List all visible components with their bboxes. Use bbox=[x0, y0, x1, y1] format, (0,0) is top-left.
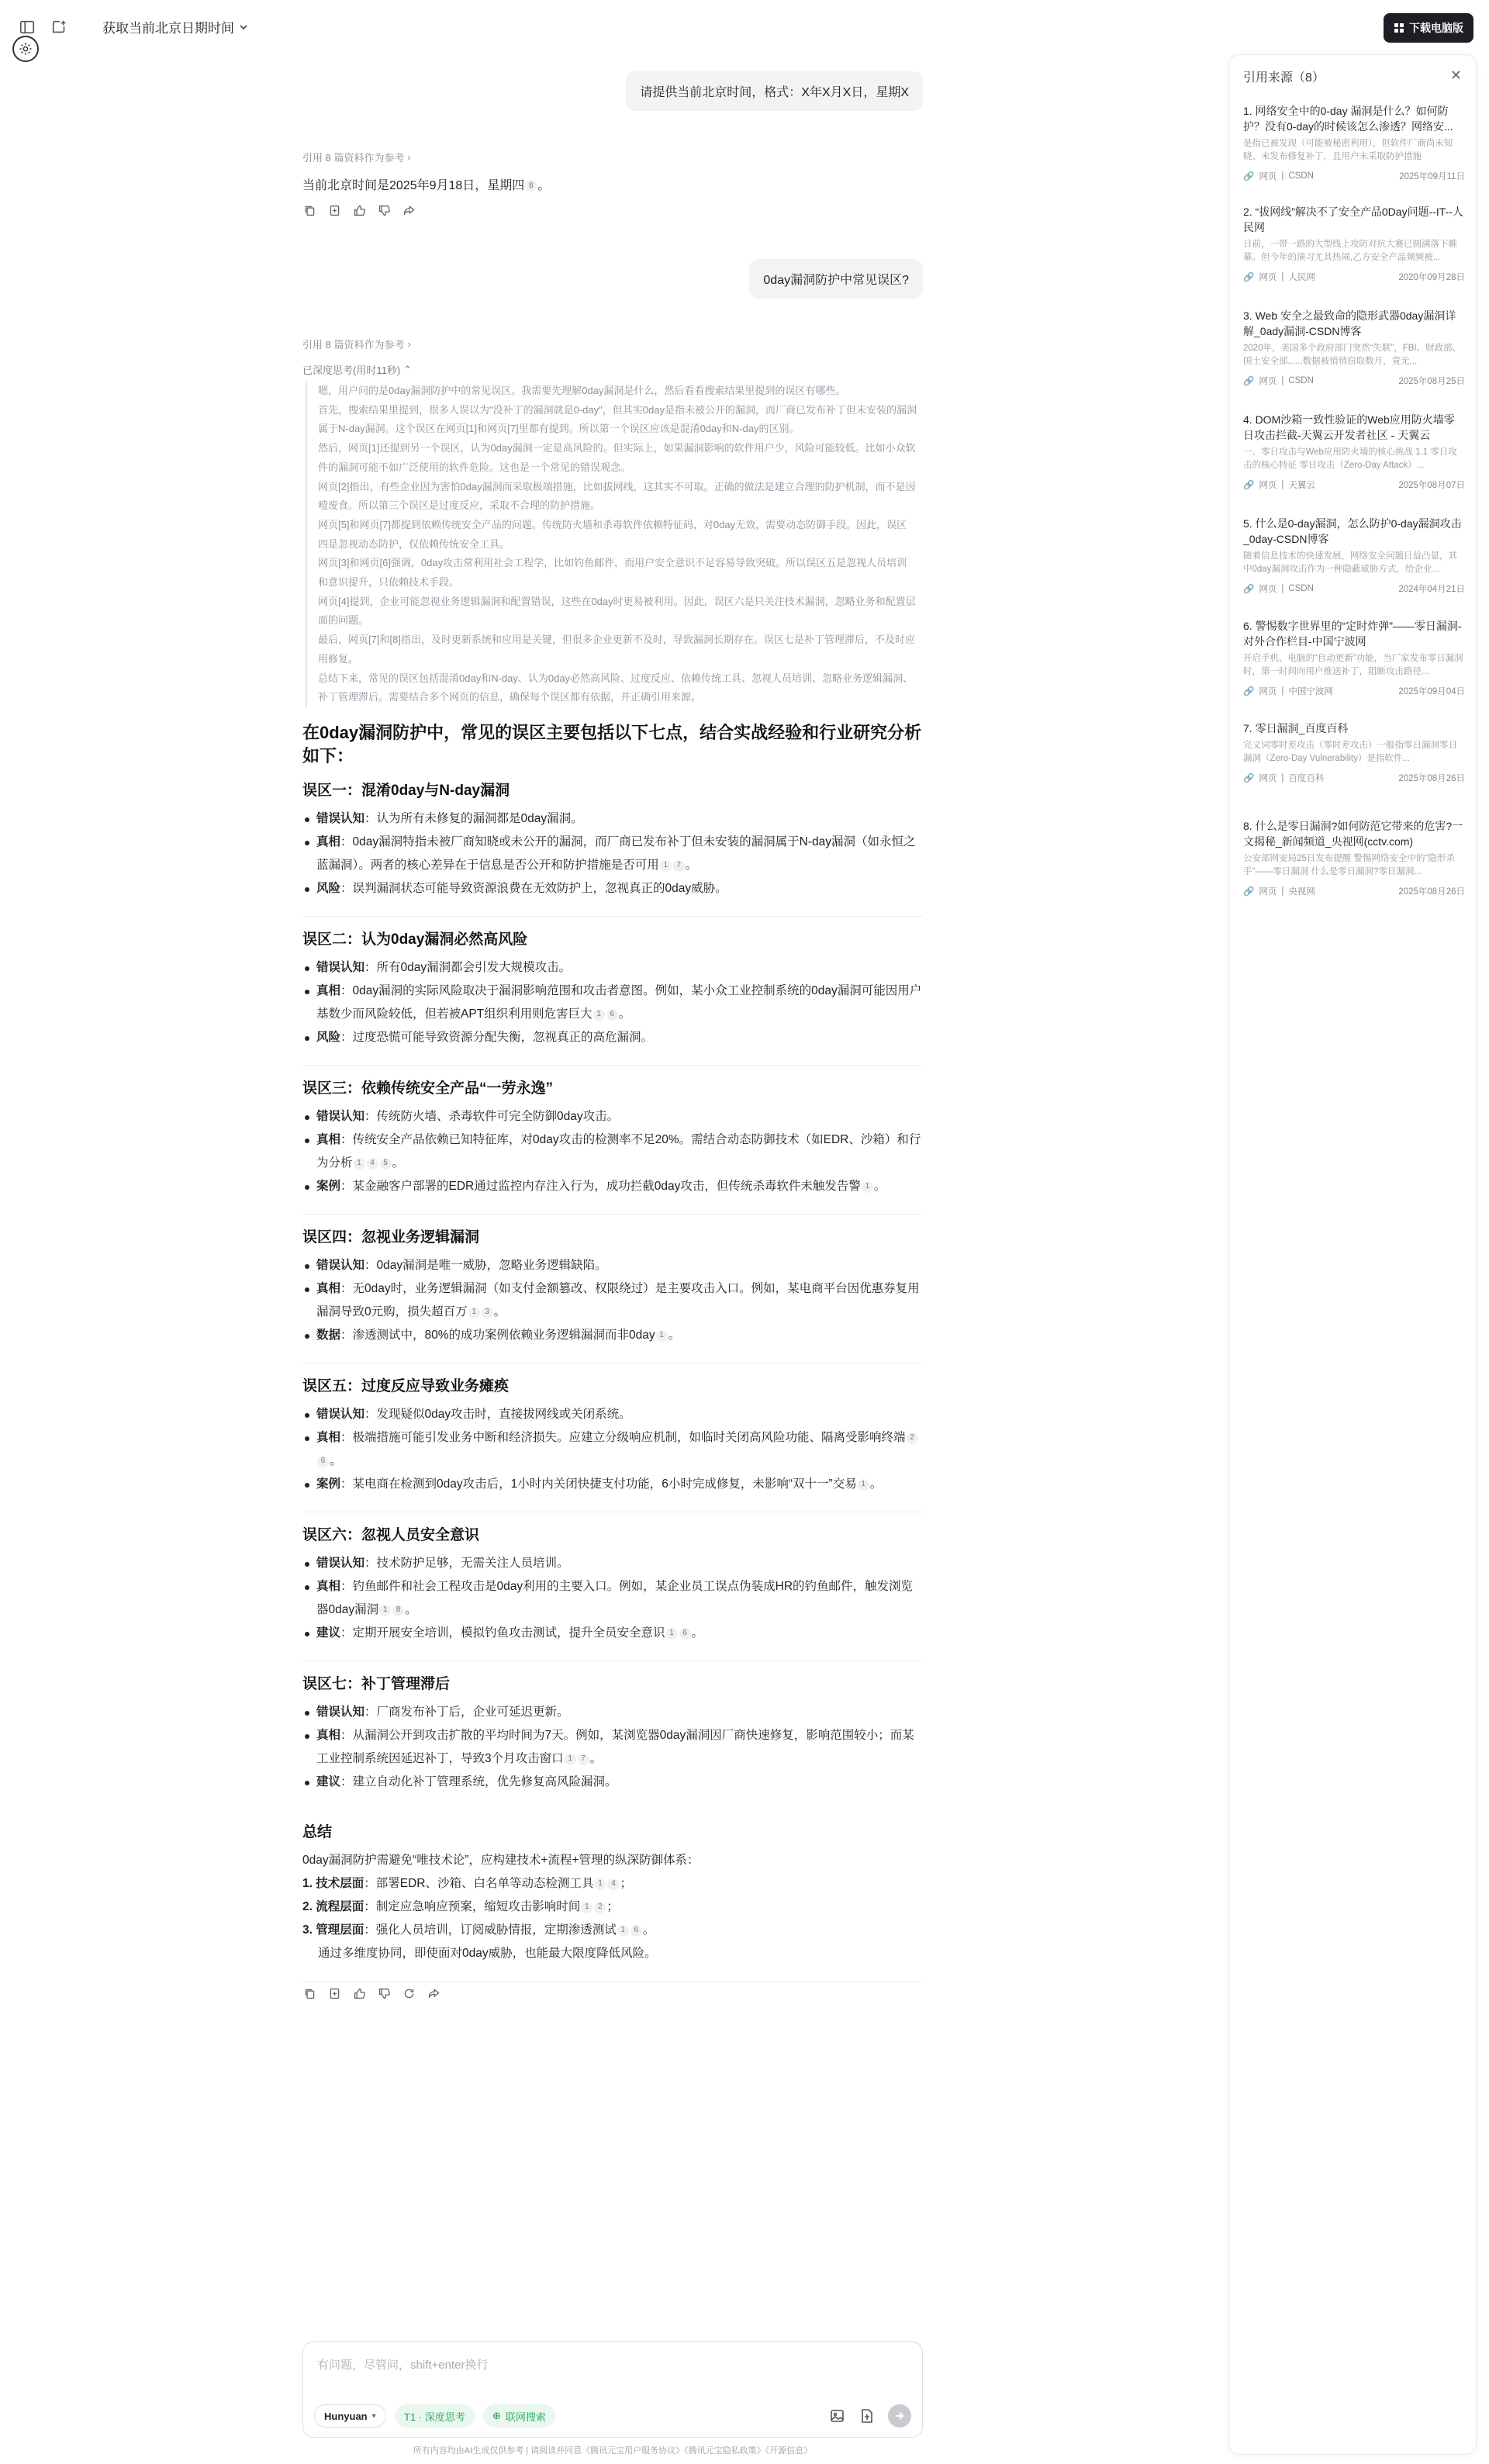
summary-list bbox=[302, 1872, 923, 1942]
source-meta-left bbox=[1243, 375, 1314, 387]
list-item bbox=[302, 980, 923, 1026]
source-date: 2025年09月04日 bbox=[1398, 687, 1465, 696]
citation-badge[interactable]: 2 bbox=[907, 1432, 918, 1444]
citation-badge[interactable]: 1 bbox=[660, 860, 672, 872]
list-item bbox=[302, 1254, 923, 1277]
source-date: 2020年09月28日 bbox=[1398, 273, 1465, 282]
item-period: 。 bbox=[330, 1454, 342, 1467]
item-text: ：0day漏洞的实际风险取决于漏洞影响范围和攻击者意图。例如，某小众工业控制系统的0day漏洞可能因用户基数少而风险较低，但若被APT组织利用则危害巨大 bbox=[316, 984, 922, 1021]
chevron-down-icon bbox=[239, 22, 248, 32]
item-text: ：发现疑似0day攻击时，直接拔网线或关闭系统。 bbox=[364, 1408, 631, 1421]
source-date: 2025年09月11日 bbox=[1399, 172, 1465, 181]
item-period: 。 bbox=[668, 1329, 681, 1342]
deep-think-chip-label: T1 · 深度思考 bbox=[404, 2410, 465, 2423]
chevron-down-icon: ▾ bbox=[371, 2411, 376, 2421]
link-icon: 🔗 bbox=[1243, 481, 1255, 490]
item-key: 案例 bbox=[316, 1477, 341, 1491]
source-date: 2025年08月07日 bbox=[1398, 481, 1465, 490]
citation-badge[interactable]: 1 bbox=[656, 1330, 668, 1342]
item-key: 案例 bbox=[316, 1180, 341, 1193]
source-snippet: 公安部网安局25日发布提醒 警惕网络安全中的“隐形杀手”——零日漏洞 什么是零日漏洞?零日漏洞... bbox=[1243, 854, 1455, 876]
citation-badge[interactable]: 1 bbox=[617, 1925, 629, 1937]
share-icon[interactable] bbox=[427, 1986, 440, 2000]
item-text: ：建立自动化补丁管理系统，优先修复高风险漏洞。 bbox=[340, 1775, 617, 1788]
item-key: 错误认知 bbox=[316, 961, 365, 974]
list-item bbox=[302, 1026, 923, 1049]
summary-item bbox=[302, 1872, 923, 1896]
source-card[interactable] bbox=[1243, 204, 1465, 283]
citation-panel-title: 引用来源（8） bbox=[1243, 71, 1325, 85]
item-period: 。 bbox=[691, 1626, 704, 1640]
source-meta-left bbox=[1243, 772, 1324, 784]
link-icon: 🔗 bbox=[1243, 172, 1255, 181]
citation-badge[interactable]: 8 bbox=[525, 180, 537, 192]
item-key: 真相 bbox=[316, 835, 341, 848]
reference-count[interactable] bbox=[302, 337, 411, 351]
item-tail: ； bbox=[606, 1900, 619, 1913]
source-date: 2024年04月21日 bbox=[1398, 585, 1465, 594]
link-icon: 🔗 bbox=[1243, 774, 1255, 783]
citation-badge[interactable]: 1 bbox=[666, 1628, 678, 1640]
link-icon: 🔗 bbox=[1243, 377, 1255, 386]
item-text: ：传统安全产品依赖已知特征库，对0day攻击的检测率不足20%。需结合动态防御技术（如EDR、沙箱）和行为分析 bbox=[316, 1133, 921, 1170]
thinking-paragraph: 网页[4]提到，企业可能忽视业务逻辑漏洞和配置错误，这些在0day时更易被利用。因此，误区六是只关注技术漏洞，忽略业务和配置层面的问题。 bbox=[318, 595, 916, 627]
thinking-paragraph: 首先，搜索结果里提到，很多人误以为"没补丁的漏洞就是0-day"，但其实0day是指未被公开的漏洞，而厂商已发布补丁但未安装的漏洞属于N-day漏洞。这个误区在网页[1]和网页[7]里都有提到。所以第一个误区应该是混淆0day和N-day的区别。 bbox=[318, 403, 917, 435]
misconception-section bbox=[302, 1523, 923, 1661]
thinking-paragraph: 网页[2]指出，有些企业因为害怕0day漏洞而采取极端措施，比如拔网线，这其实不可取。正确的做法是建立合理的防护机制，而不是因噎废食。所以第三个误区是过度反应，采取不合理的防护措施。 bbox=[318, 480, 916, 512]
thumbs-up-icon[interactable] bbox=[352, 1986, 366, 2000]
link-icon: 🔗 bbox=[1243, 273, 1255, 282]
citation-panel bbox=[1228, 54, 1477, 2455]
item-period: 。 bbox=[873, 1180, 886, 1193]
item-key: 错误认知 bbox=[316, 1408, 365, 1421]
citation-badge[interactable]: 8 bbox=[392, 1605, 404, 1616]
chat-input[interactable]: 有问题，尽管问，shift+enter换行 bbox=[317, 2359, 489, 2372]
close-icon[interactable]: ✕ bbox=[1449, 67, 1462, 83]
source-site: CSDN bbox=[1288, 376, 1314, 385]
item-key: 真相 bbox=[316, 1729, 341, 1742]
link-icon: 🔗 bbox=[1243, 585, 1255, 594]
item-text: ：制定应急响应预案，缩短攻击影响时间 bbox=[364, 1900, 581, 1913]
source-date: 2025年08月25日 bbox=[1398, 377, 1465, 386]
source-date: 2025年08月26日 bbox=[1398, 774, 1465, 783]
source-snippet: 随着信息技术的快速发展，网络安全问题日益凸显，其中0day漏洞攻击作为一种隐蔽威胁方式，给企业... bbox=[1243, 551, 1457, 574]
list-item bbox=[302, 956, 923, 980]
chat-input-box[interactable] bbox=[302, 2341, 923, 2438]
item-text: ：所有0day漏洞都会引发大规模攻击。 bbox=[364, 961, 572, 974]
list-item bbox=[302, 1473, 923, 1496]
thumbs-down-icon[interactable] bbox=[377, 203, 391, 217]
item-key: 错误认知 bbox=[316, 1705, 365, 1719]
item-text: ：渗透测试中，80%的成功案例依赖业务逻辑漏洞而非0day bbox=[340, 1329, 655, 1342]
source-type: 网页 bbox=[1259, 887, 1277, 897]
source-card[interactable] bbox=[1243, 103, 1465, 182]
source-title[interactable]: 4. DOM沙箱一致性验证的Web应用防火墙零日攻击拦截-天翼云开发者社区 - 天翼云 bbox=[1243, 413, 1455, 441]
item-key: 错误认知 bbox=[316, 1557, 365, 1570]
reference-count[interactable] bbox=[302, 150, 411, 164]
bullet-list bbox=[302, 1403, 923, 1496]
disclaimer-footer: 所有内容均由AI生成仅供参考 | 请阅读并同意《腾讯元宝用户服务协议》《腾讯元宝隐私政策》《开源信息》 bbox=[413, 2446, 813, 2455]
section-title: 误区二：认为0day漏洞必然高风险 bbox=[302, 931, 528, 948]
citation-badge[interactable]: 1 bbox=[593, 1009, 605, 1021]
source-type: 网页 bbox=[1259, 774, 1277, 783]
item-text: ：误判漏洞状态可能导致资源浪费在无效防护上，忽视真正的0day威胁。 bbox=[340, 882, 727, 895]
item-text: ：过度恐慌可能导致资源分配失衡，忽视真正的高危漏洞。 bbox=[340, 1031, 654, 1044]
list-item bbox=[302, 1701, 923, 1724]
summary-title: 总结 bbox=[302, 1824, 333, 1840]
top-bar bbox=[0, 0, 1489, 54]
file-upload-icon[interactable] bbox=[859, 2407, 876, 2424]
bookmark-icon[interactable] bbox=[327, 1986, 341, 2000]
thinking-content bbox=[306, 382, 917, 707]
item-text: ：强化人员培训，订阅威胁情报，定期渗透测试 bbox=[364, 1923, 617, 1937]
source-type: 网页 bbox=[1259, 687, 1277, 696]
source-snippet: 开启手机、电脑的“自动更新”功能，当厂家发布零日漏洞时，第一时间向用户推送补丁，阻断攻击路径... bbox=[1243, 654, 1463, 676]
list-item bbox=[302, 807, 923, 831]
item-text: ：无0day时，业务逻辑漏洞（如支付金额篡改、权限绕过）是主要攻击入口。例如，某电商平台因优惠券复用漏洞导致0元购，损失超百万 bbox=[316, 1282, 920, 1318]
citation-badge[interactable]: 2 bbox=[594, 1902, 606, 1913]
citation-badge[interactable]: 4 bbox=[367, 1158, 378, 1170]
source-snippet: 日前，一带一路的大型线上攻防对抗大赛已圆满落下帷幕。但今年的演习尤其热闹,乙方安全产品频频被... bbox=[1243, 240, 1457, 262]
summary-item bbox=[302, 1919, 923, 1942]
source-title[interactable]: 1. 网络安全中的0-day 漏洞是什么？如何防护？没有0-day的时候该怎么渗透？网络安... bbox=[1243, 105, 1453, 133]
item-key: 错误认知 bbox=[316, 1110, 365, 1123]
answer-sections bbox=[302, 779, 923, 1809]
source-title[interactable]: 6. 警惕数字世界里的“定时炸弹”——零日漏洞-对外合作栏目-中国宁波网 bbox=[1243, 620, 1462, 648]
meta-divider: | bbox=[1281, 171, 1284, 181]
misconception-section bbox=[302, 1225, 923, 1363]
citation-badge[interactable]: 1 bbox=[862, 1181, 873, 1193]
misconception-section bbox=[302, 1672, 923, 1809]
section-title: 误区五：过度反应导致业务瘫痪 bbox=[302, 1378, 510, 1394]
citation-badge[interactable]: 7 bbox=[673, 860, 685, 872]
link-icon: 🔗 bbox=[1243, 687, 1255, 696]
source-meta bbox=[1243, 375, 1465, 387]
item-key: 建议 bbox=[316, 1775, 341, 1788]
source-title[interactable]: 7. 零日漏洞_百度百科 bbox=[1243, 722, 1349, 734]
list-item bbox=[302, 1324, 923, 1347]
list-item bbox=[302, 1622, 923, 1645]
meta-divider: | bbox=[1281, 480, 1284, 489]
source-snippet: 2020年，美国多个政府部门突然“失联”，FBI、财政部、国土安全部......数据被悄悄窃取数月，竟无... bbox=[1243, 344, 1462, 366]
source-meta bbox=[1243, 772, 1465, 784]
list-item bbox=[302, 877, 923, 900]
source-meta-left bbox=[1243, 582, 1314, 595]
item-number: 1. bbox=[302, 1877, 316, 1890]
source-site: 中国宁波网 bbox=[1288, 687, 1333, 696]
settings-gear-icon[interactable] bbox=[12, 36, 39, 62]
summary-closing: 通过多维度协同，即使面对0day威胁，也能最大限度降低风险。 bbox=[318, 1947, 657, 1960]
item-key: 真相 bbox=[316, 1282, 341, 1295]
answer-period: 。 bbox=[537, 179, 551, 192]
source-card[interactable] bbox=[1243, 308, 1465, 387]
thinking-paragraph: 然后，网页[1]还提到另一个误区，认为0day漏洞一定是高风险的。但实际上，如果漏洞影响的软件用户少，风险可能较低。比如小众软件的漏洞可能不如广泛使用的软件危险。这也是一个常见的错误观念。 bbox=[318, 442, 916, 473]
citation-badge[interactable]: 5 bbox=[380, 1158, 392, 1170]
item-period: 。 bbox=[869, 1477, 883, 1491]
item-period: 。 bbox=[618, 1007, 631, 1021]
section-title: 误区一：混淆0day与N-day漏洞 bbox=[302, 783, 510, 799]
item-key: 流程层面 bbox=[316, 1900, 364, 1913]
list-item bbox=[302, 1771, 923, 1794]
meta-divider: | bbox=[1281, 686, 1284, 696]
list-item bbox=[302, 1105, 923, 1128]
source-meta-left bbox=[1243, 271, 1315, 283]
section-title: 误区七：补丁管理滞后 bbox=[302, 1676, 451, 1692]
answer-heading: 在0day漏洞防护中，常见的误区主要包括以下七点，结合实战经验和行业研究分析如下： bbox=[302, 723, 922, 765]
source-date: 2025年08月26日 bbox=[1398, 887, 1465, 897]
item-text: ：钓鱼邮件和社会工程攻击是0day利用的主要入口。例如，某企业员工误点伪装成HR的钓鱼邮件，触发浏览器0day漏洞 bbox=[316, 1580, 914, 1616]
globe-icon: ⊕ bbox=[492, 2410, 501, 2421]
item-key: 错误认知 bbox=[316, 1259, 365, 1272]
item-text: ：定期开展安全培训，模拟钓鱼攻击测试，提升全员安全意识 bbox=[340, 1626, 665, 1640]
citation-badge[interactable]: 6 bbox=[606, 1009, 618, 1021]
source-snippet: 一、零日攻击与Web应用防火墙的核心挑战 1.1 零日攻击的核心特征 零日攻击（Zero-Day Attack）... bbox=[1243, 448, 1457, 470]
source-card[interactable] bbox=[1243, 721, 1465, 784]
chevron-up-icon: ⌃ bbox=[403, 363, 413, 375]
item-tail: ； bbox=[620, 1877, 632, 1890]
message-actions bbox=[302, 203, 416, 217]
source-meta-left bbox=[1243, 885, 1315, 897]
chevron-right-icon: › bbox=[407, 151, 411, 163]
item-text: ：0day漏洞是唯一威胁，忽略业务逻辑缺陷。 bbox=[364, 1259, 607, 1272]
item-key: 风险 bbox=[316, 882, 341, 895]
item-text: ：技术防护足够，无需关注人员培训。 bbox=[364, 1557, 569, 1570]
reference-count-text: 引用 8 篇资料作为参考 bbox=[302, 339, 405, 351]
source-type: 网页 bbox=[1259, 273, 1277, 282]
item-period: 。 bbox=[392, 1156, 405, 1170]
source-title[interactable]: 3. Web 安全之最致命的隐形武器0day漏洞详解_0ady漏洞-CSDN博客 bbox=[1243, 309, 1456, 337]
source-meta-left bbox=[1243, 170, 1314, 182]
list-item bbox=[302, 1552, 923, 1575]
citation-badge[interactable]: 7 bbox=[578, 1754, 589, 1765]
meta-divider: | bbox=[1281, 773, 1284, 783]
web-search-label: 联网搜索 bbox=[505, 2410, 546, 2423]
answer-text: 当前北京时间是2025年9月18日，星期四 bbox=[302, 179, 525, 192]
source-card[interactable] bbox=[1243, 516, 1465, 595]
item-key: 真相 bbox=[316, 1580, 341, 1593]
thumbs-up-icon[interactable] bbox=[352, 203, 366, 217]
thinking-paragraph: 网页[3]和网页[6]强调，0day攻击常利用社会工程学，比如钓鱼邮件，而用户安全意识不足容易导致突破。所以误区五是忽视人员培训和意识提升，只依赖技术手段。 bbox=[318, 557, 907, 589]
item-number: 2. bbox=[302, 1900, 316, 1913]
list-item bbox=[302, 1175, 923, 1198]
item-number: 3. bbox=[302, 1923, 316, 1937]
source-site: CSDN bbox=[1288, 584, 1314, 593]
item-text: ：从漏洞公开到攻击扩散的平均时间为7天。例如，某浏览器0day漏洞因厂商快速修复，影响范围较小；而某工业控制系统因延迟补丁，导致3个月攻击窗口 bbox=[316, 1729, 914, 1765]
source-card[interactable] bbox=[1243, 412, 1465, 491]
item-key: 管理层面 bbox=[316, 1923, 364, 1937]
bookmark-icon[interactable] bbox=[327, 203, 341, 217]
misconception-section bbox=[302, 928, 923, 1066]
citation-badge[interactable]: 1 bbox=[858, 1479, 869, 1491]
source-meta-left bbox=[1243, 685, 1333, 697]
item-period: 。 bbox=[589, 1752, 603, 1765]
thinking-paragraph: 嗯，用户问的是0day漏洞防护中的常见误区。我需要先理解0day漏洞是什么，然后看看搜索结果里提到的误区有哪些。 bbox=[318, 385, 846, 396]
meta-divider: | bbox=[1281, 376, 1284, 385]
item-period: 。 bbox=[405, 1603, 417, 1616]
send-arrow-icon bbox=[894, 2410, 905, 2421]
model-selector[interactable] bbox=[314, 2404, 386, 2428]
citation-badge[interactable]: 3 bbox=[482, 1307, 493, 1318]
item-key: 错误认知 bbox=[316, 812, 365, 825]
source-meta bbox=[1243, 582, 1465, 595]
item-text: ：某电商在检测到0day攻击后，1小时内关闭快捷支付功能，6小时完成修复，未影响“双十一”交易 bbox=[340, 1477, 857, 1491]
citation-badge[interactable]: 1 bbox=[565, 1754, 576, 1765]
source-meta bbox=[1243, 271, 1465, 283]
copy-icon[interactable] bbox=[302, 1986, 316, 2000]
citation-badge[interactable]: 1 bbox=[594, 1878, 606, 1890]
list-item bbox=[302, 1403, 923, 1426]
source-meta bbox=[1243, 685, 1465, 697]
list-item bbox=[302, 1575, 923, 1622]
source-title[interactable]: 8. 什么是零日漏洞?如何防范它带来的危害?一文揭秘_新闻频道_央视网(cctv.com) bbox=[1243, 820, 1463, 848]
share-icon[interactable] bbox=[402, 203, 416, 217]
deep-think-toggle[interactable] bbox=[395, 2404, 475, 2428]
meta-divider: | bbox=[1281, 584, 1284, 593]
copy-icon[interactable] bbox=[302, 203, 316, 217]
source-type: 网页 bbox=[1259, 481, 1277, 490]
item-key: 风险 bbox=[316, 1031, 341, 1044]
summary-item bbox=[302, 1896, 923, 1919]
section-title: 误区三：依赖传统安全产品“一劳永逸” bbox=[302, 1080, 554, 1097]
summary-section bbox=[302, 1820, 923, 1982]
bullet-list bbox=[302, 1552, 923, 1645]
source-site: 百度百科 bbox=[1288, 774, 1325, 783]
source-meta-left bbox=[1243, 479, 1315, 491]
reference-count-text: 引用 8 篇资料作为参考 bbox=[302, 152, 405, 164]
source-meta bbox=[1243, 885, 1465, 897]
deep-think-label: 已深度思考(用时11秒) bbox=[302, 365, 401, 376]
bullet-list bbox=[302, 1701, 923, 1794]
misconception-section bbox=[302, 1374, 923, 1512]
source-type: 网页 bbox=[1259, 585, 1277, 594]
source-card[interactable] bbox=[1243, 818, 1465, 897]
list-item bbox=[302, 1277, 923, 1324]
source-title[interactable]: 5. 什么是0-day漏洞，怎么防护0-day漏洞攻击_0day-CSDN博客 bbox=[1243, 517, 1462, 545]
chevron-right-icon: › bbox=[407, 338, 411, 350]
citation-badge[interactable]: 6 bbox=[630, 1925, 642, 1937]
item-key: 真相 bbox=[316, 1431, 341, 1444]
meta-divider: | bbox=[1281, 886, 1284, 896]
bullet-list bbox=[302, 807, 923, 900]
new-chat-icon[interactable] bbox=[48, 16, 71, 39]
web-search-toggle[interactable] bbox=[483, 2404, 555, 2428]
item-text: ：传统防火墙、杀毒软件可完全防御0day攻击。 bbox=[364, 1110, 620, 1123]
item-key: 真相 bbox=[316, 984, 341, 997]
list-item bbox=[302, 1724, 923, 1771]
source-title[interactable]: 2. “拔网线”解决不了安全产品0Day问题--IT--人民网 bbox=[1243, 206, 1463, 233]
source-meta bbox=[1243, 170, 1465, 182]
item-text: ：认为所有未修复的漏洞都是0day漏洞。 bbox=[364, 812, 583, 825]
image-upload-icon[interactable] bbox=[829, 2407, 846, 2424]
citation-badge[interactable]: 1 bbox=[379, 1605, 391, 1616]
deep-think-toggle[interactable] bbox=[302, 362, 412, 377]
assistant-answer bbox=[302, 721, 923, 2000]
summary-intro: 0day漏洞防护需避免“唯技术论”，应构建技术+流程+管理的纵深防御体系： bbox=[302, 1854, 700, 1867]
download-desktop-button[interactable] bbox=[1384, 13, 1473, 43]
citation-badge[interactable]: 1 bbox=[354, 1158, 365, 1170]
section-title: 误区六：忽视人员安全意识 bbox=[302, 1527, 480, 1543]
misconception-section bbox=[302, 779, 923, 917]
source-type: 网页 bbox=[1259, 172, 1277, 181]
bullet-list bbox=[302, 1105, 923, 1198]
link-icon: 🔗 bbox=[1243, 887, 1255, 897]
download-desktop-label: 下载电脑版 bbox=[1409, 22, 1463, 34]
thinking-paragraph: 网页[5]和网页[7]都提到依赖传统安全产品的问题。传统防火墙和杀毒软件依赖特征码，对0day无效，需要动态防御手段。因此，误区四是忽视动态防护，仅依赖传统安全工具。 bbox=[318, 518, 907, 550]
windows-icon bbox=[1394, 22, 1404, 33]
source-snippet: 是指已被发现（可能被秘密利用），但软件厂商尚未知晓、未发布修复补丁，且用户未采取防护措施 bbox=[1243, 139, 1453, 161]
item-text: ：部署EDR、沙箱、白名单等动态检测工具 bbox=[364, 1877, 594, 1890]
citation-badge[interactable]: 1 bbox=[468, 1307, 480, 1318]
bullet-list bbox=[302, 956, 923, 1049]
thumbs-down-icon[interactable] bbox=[377, 1986, 391, 2000]
source-site: 天翼云 bbox=[1288, 481, 1315, 490]
citation-badge[interactable]: 4 bbox=[607, 1878, 619, 1890]
meta-divider: | bbox=[1281, 272, 1284, 282]
assistant-answer bbox=[302, 175, 550, 193]
thinking-paragraph: 最后，网页[7]和[8]指出，及时更新系统和应用是关键，但很多企业更新不及时，导致漏洞长期存在。误区七是补丁管理滞后，不及时应用修复。 bbox=[318, 634, 915, 665]
source-site: 央视网 bbox=[1288, 887, 1315, 897]
bullet-list bbox=[302, 1254, 923, 1347]
item-text: ：极端措施可能引发业务中断和经济损失。应建立分级响应机制，如临时关闭高风险功能、隔离受影响终端 bbox=[340, 1431, 906, 1444]
list-item bbox=[302, 1128, 923, 1175]
misconception-section bbox=[302, 1076, 923, 1215]
item-key: 技术层面 bbox=[316, 1877, 364, 1890]
source-snippet: 完义词零时差攻击（零时差攻击）一般指零日漏洞零日漏洞（Zero-Day Vulnerability）是指软件... bbox=[1243, 741, 1457, 763]
regenerate-icon[interactable] bbox=[402, 1986, 416, 2000]
message-actions bbox=[302, 1986, 923, 2000]
user-message: 请提供当前北京时间，格式：X年X月X日，星期X bbox=[626, 71, 923, 111]
source-site: 人民网 bbox=[1288, 273, 1315, 282]
item-tail: 。 bbox=[642, 1923, 655, 1937]
conversation-title[interactable] bbox=[102, 17, 248, 36]
item-text: ：某金融客户部署的EDR通过监控内存注入行为，成功拦截0day攻击，但传统杀毒软件未触发告警 bbox=[340, 1180, 861, 1193]
item-text: ：0day漏洞特指未被厂商知晓或未公开的漏洞，而厂商已发布补丁但未安装的漏洞属于N-day漏洞（如永恒之蓝漏洞）。两者的核心差异在于信息是否公开和防护措施是否可用 bbox=[316, 835, 916, 872]
citation-badge[interactable]: 1 bbox=[581, 1902, 592, 1913]
send-button[interactable] bbox=[888, 2404, 911, 2428]
list-item bbox=[302, 1426, 923, 1473]
item-key: 数据 bbox=[316, 1329, 341, 1342]
model-label: Hunyuan bbox=[324, 2410, 368, 2422]
thinking-paragraph: 总结下来，常见的误区包括混淆0day和N-day、认为0day必然高风险、过度反应、依赖传统工具、忽视人员培训、忽略业务逻辑漏洞、补丁管理滞后。需要结合多个网页的信息，确保每个误区都有依据，并正确引用来源。 bbox=[318, 672, 914, 703]
section-title: 误区四：忽视业务逻辑漏洞 bbox=[302, 1229, 480, 1246]
item-text: ：厂商发布补丁后，企业可延迟更新。 bbox=[364, 1705, 569, 1719]
source-meta bbox=[1243, 479, 1465, 491]
source-type: 网页 bbox=[1259, 377, 1277, 386]
source-site: CSDN bbox=[1288, 171, 1314, 181]
citation-badge[interactable]: 6 bbox=[679, 1628, 691, 1640]
citation-badge[interactable]: 6 bbox=[317, 1456, 329, 1467]
item-key: 建议 bbox=[316, 1626, 341, 1640]
item-period: 。 bbox=[493, 1305, 506, 1318]
list-item bbox=[302, 831, 923, 877]
item-period: 。 bbox=[685, 859, 698, 872]
user-message: 0day漏洞防护中常见误区? bbox=[749, 259, 923, 299]
conversation-title-text: 获取当前北京日期时间 bbox=[102, 21, 234, 36]
item-key: 真相 bbox=[316, 1133, 341, 1146]
source-card[interactable] bbox=[1243, 618, 1465, 697]
